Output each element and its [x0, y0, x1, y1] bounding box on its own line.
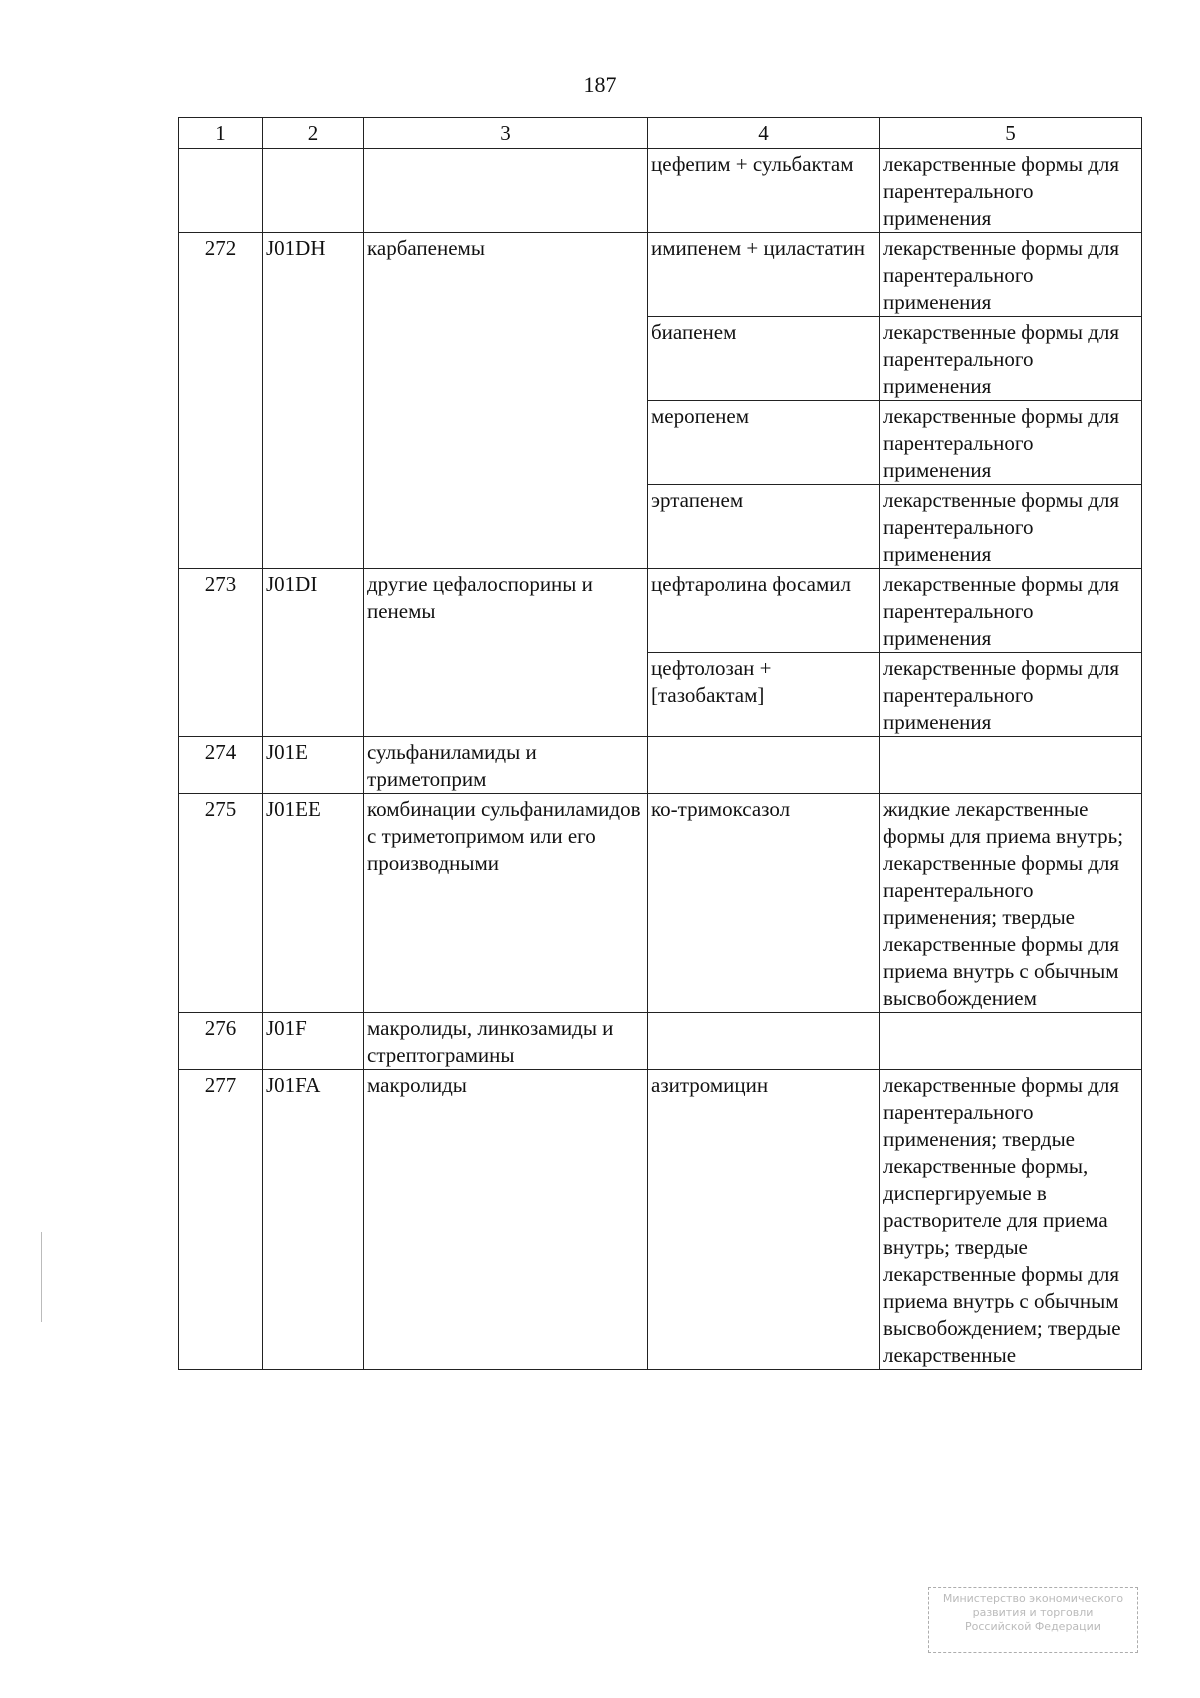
atc-code-cell: J01F — [263, 1013, 364, 1070]
group-name-cell: комбинации сульфаниламидов с триметопримом или его производными — [364, 794, 648, 1013]
table-row — [179, 737, 1142, 794]
stamp-line: Министерство экономического — [942, 1592, 1124, 1605]
table-row — [179, 794, 1142, 1013]
row-number-cell: 275 — [179, 794, 263, 1013]
atc-code-cell: J01DH — [263, 233, 364, 569]
group-name-cell: макролиды, линкозамиды и стрептограмины — [364, 1013, 648, 1070]
row-number-cell — [179, 149, 263, 233]
table-row — [179, 1070, 1142, 1370]
dosage-form-cell: лекарственные формы для парентерального применения — [880, 149, 1142, 233]
drug-name-cell: азитромицин — [648, 1070, 880, 1370]
atc-code-cell — [263, 149, 364, 233]
dosage-form-cell — [880, 737, 1142, 794]
header-cell: 1 — [179, 118, 263, 149]
drug-name-cell: эртапенем — [648, 485, 880, 569]
dosage-form-cell: лекарственные формы для парентерального применения — [880, 653, 1142, 737]
atc-code-cell: J01EE — [263, 794, 364, 1013]
group-name-cell: макролиды — [364, 1070, 648, 1370]
table-row — [179, 233, 1142, 317]
drug-name-cell: цефтолозан + [тазобактам] — [648, 653, 880, 737]
drug-name-cell: ко-тримоксазол — [648, 794, 880, 1013]
table-row — [179, 149, 1142, 233]
atc-code-cell: J01FA — [263, 1070, 364, 1370]
stamp-line: развития и торговли — [972, 1606, 1094, 1619]
atc-code-cell: J01E — [263, 737, 364, 794]
dosage-form-cell: лекарственные формы для парентерального применения — [880, 485, 1142, 569]
drug-name-cell: цефтаролина фосамил — [648, 569, 880, 653]
group-name-cell: сульфаниламиды и триметоприм — [364, 737, 648, 794]
dosage-form-cell: лекарственные формы для парентерального применения — [880, 569, 1142, 653]
drug-name-cell: цефепим + сульбактам — [648, 149, 880, 233]
drug-name-cell — [648, 1013, 880, 1070]
stamp-line: Российской Федерации — [965, 1620, 1101, 1633]
dosage-form-cell: лекарственные формы для парентерального применения — [880, 317, 1142, 401]
drug-name-cell: имипенем + циластатин — [648, 233, 880, 317]
stamp — [928, 1587, 1138, 1653]
row-number-cell: 272 — [179, 233, 263, 569]
dosage-form-cell: лекарственные формы для парентерального применения — [880, 233, 1142, 317]
header-cell: 2 — [263, 118, 364, 149]
drug-name-cell: биапенем — [648, 317, 880, 401]
row-number-cell: 277 — [179, 1070, 263, 1370]
dosage-form-cell — [880, 1013, 1142, 1070]
header-cell: 3 — [364, 118, 648, 149]
header-row — [179, 118, 1142, 149]
header-cell: 5 — [880, 118, 1142, 149]
table-row — [179, 1013, 1142, 1070]
dosage-form-cell: лекарственные формы для парентерального применения; твердые лекарственные формы, диспергируемые в растворителе для приема внутрь; твердые лекарственные формы для приема внутрь с обычным высвобождением; твердые лекарственные — [880, 1070, 1142, 1370]
drug-name-cell — [648, 737, 880, 794]
group-name-cell: карбапенемы — [364, 233, 648, 569]
header-cell: 4 — [648, 118, 880, 149]
row-number-cell: 274 — [179, 737, 263, 794]
drug-table — [178, 117, 1142, 1370]
table-row — [179, 569, 1142, 653]
dosage-form-cell: жидкие лекарственные формы для приема внутрь; лекарственные формы для парентерального применения; твердые лекарственные формы для приема внутрь с обычным высвобождением — [880, 794, 1142, 1013]
row-number-cell: 276 — [179, 1013, 263, 1070]
group-name-cell: другие цефалоспорины и пенемы — [364, 569, 648, 737]
page-number: 187 — [583, 72, 617, 97]
drug-name-cell: меропенем — [648, 401, 880, 485]
margin-mark — [41, 1232, 42, 1322]
group-name-cell — [364, 149, 648, 233]
atc-code-cell: J01DI — [263, 569, 364, 737]
dosage-form-cell: лекарственные формы для парентерального применения — [880, 401, 1142, 485]
row-number-cell: 273 — [179, 569, 263, 737]
